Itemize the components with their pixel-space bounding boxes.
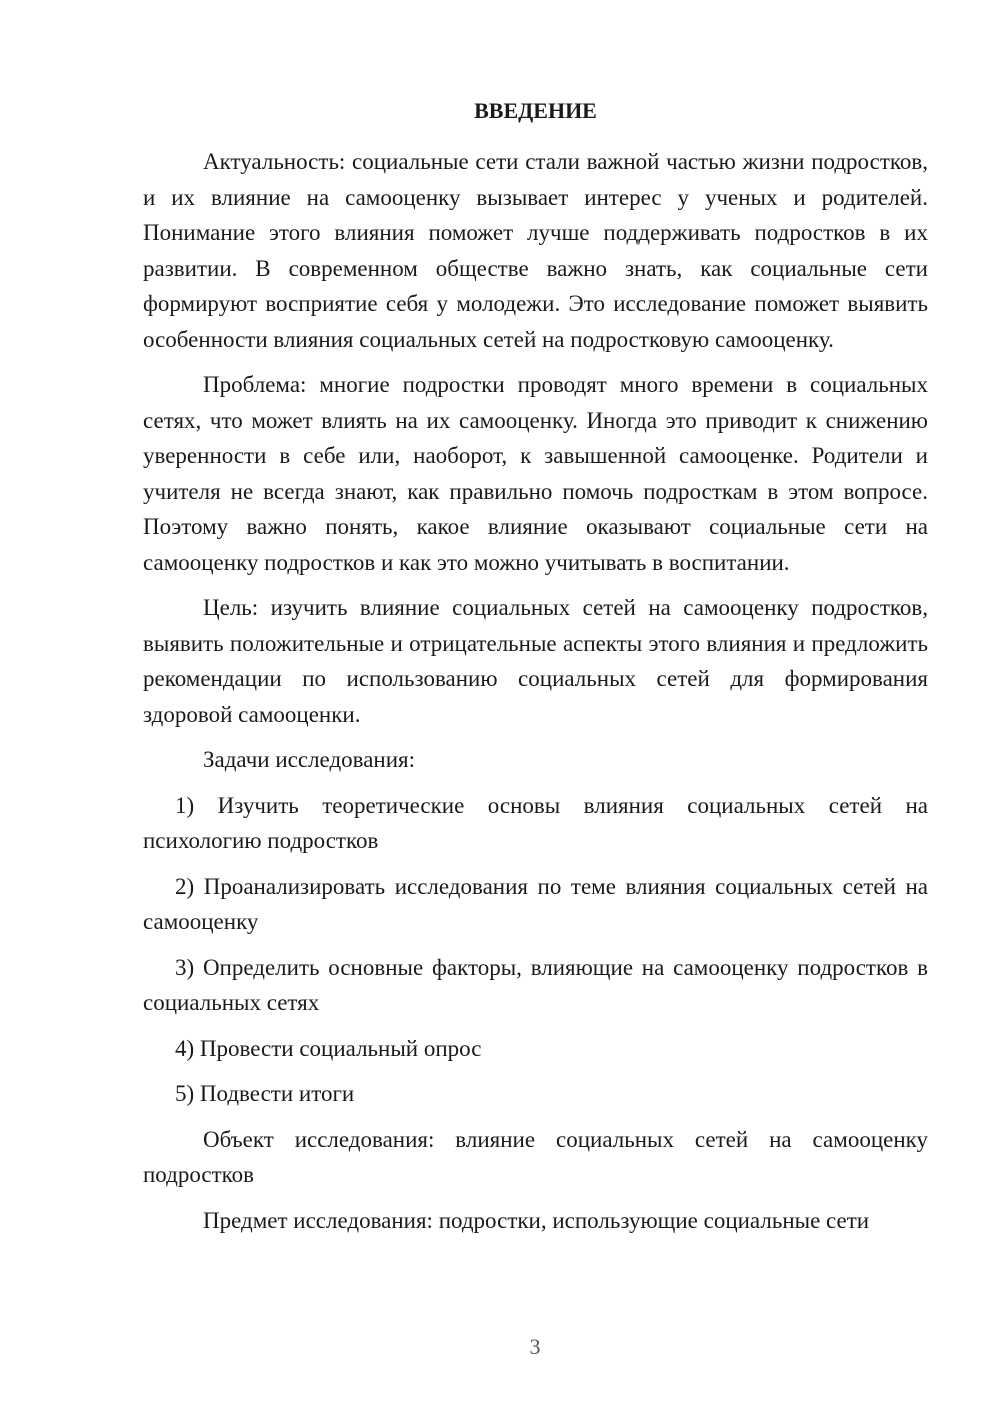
page-number: 3: [529, 1334, 541, 1359]
task-item-1: 1) Изучить теоретические основы влияния социальных сетей на психологию подростков: [143, 792, 928, 853]
page-content: [143, 96, 928, 1248]
object-paragraph: Объект исследования: влияние социальных сетей на самооценку подростков: [143, 1126, 928, 1187]
subject-paragraph: Предмет исследования: подростки, использующие социальные сети: [203, 1207, 870, 1233]
task-item-4: 4) Провести социальный опрос: [175, 1035, 482, 1061]
tasks-heading: Задачи исследования:: [203, 747, 416, 772]
task-item-5: 5) Подвести итоги: [175, 1081, 355, 1106]
task-item-3: 3) Определить основные факторы, влияющие на самооценку подростков в социальных сетях: [143, 954, 928, 1015]
goal-paragraph: Цель: изучить влияние социальных сетей на самооценку подростков, выявить положительные и отрицательные аспекты этого влияния и предложить рекомендации по использованию социальных сетей для формирования здоровой самооценки.: [143, 595, 928, 727]
section-title: ВВЕДЕНИЕ: [474, 98, 597, 123]
task-item-2: 2) Проанализировать исследования по теме влияния социальных сетей на самооценку: [143, 873, 928, 934]
problem-paragraph: Проблема: многие подростки проводят много времени в социальных сетях, что может влиять на их самооценку. Иногда это приводит к снижению уверенности в себе или, наоборот, к завышенной самооценке. Родители и учителя не всегда знают, как правильно помочь подросткам в этом вопросе. Поэтому важно понять, какое влияние оказывают социальные сети на самооценку подростков и как это можно учитывать в воспитании.: [143, 372, 928, 575]
relevance-paragraph: Актуальность: социальные сети стали важной частью жизни подростков, и их влияние на самооценку вызывает интерес у ученых и родителей. Понимание этого влияния поможет лучше поддерживать подростков в их развитии. В современном обществе важно знать, как социальные сети формируют восприятие себя у молодежи. Это исследование поможет выявить особенности влияния социальных сетей на подростковую самооценку.: [143, 149, 928, 352]
